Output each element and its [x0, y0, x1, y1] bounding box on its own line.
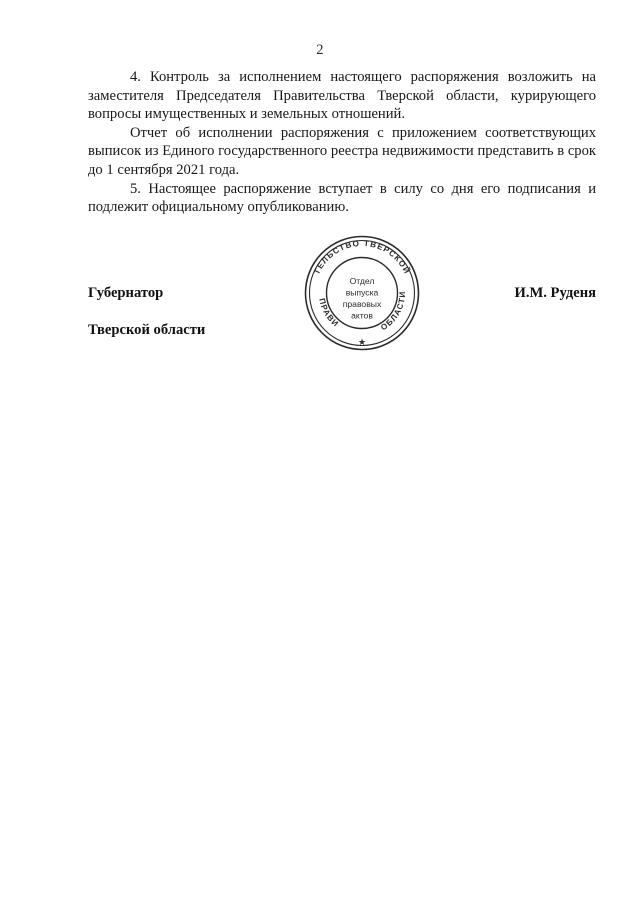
stamp-center-line-1: Отдел — [349, 276, 375, 286]
stamp-center-line-2: выпуска — [345, 287, 379, 298]
document-body — [88, 68, 596, 217]
stamp-ring-text-lower-left: ПРАВИ — [317, 297, 341, 330]
paragraph-4: 4. Контроль за исполнением настоящего распоряжения возложить на заместителя Председателя Правительства Тверской области, курирующего вопросы имущественных и земельных отношений. — [88, 69, 596, 123]
paragraph-report: Отчет об исполнении распоряжения с приложением соответствующих выписок из Единого государственного реестра недвижимости представить в срок до 1 сентября 2021 года. — [88, 124, 596, 178]
stamp-star-icon: ★ — [357, 337, 367, 347]
signatory-name: И.М. Руденя — [514, 284, 596, 301]
stamp-ring-text-lower-right: ОБЛАСТИ — [379, 290, 408, 333]
signatory-title-line-2: Тверской области — [88, 321, 206, 338]
signatory-title-line-1: Губернатор — [88, 284, 164, 301]
signatory-title — [88, 265, 205, 358]
stamp-ring-text-upper: ТЕЛЬСТВО ТВЕРСКОЙ — [312, 238, 412, 276]
page-number: 2 — [316, 42, 324, 58]
stamp-center-line-3: правовых — [342, 299, 382, 309]
paragraph-5: 5. Настоящее распоряжение вступает в силу со дня его подписания и подлежит официальному опубликованию. — [88, 180, 596, 216]
stamp-center-line-4: актов — [351, 310, 373, 321]
